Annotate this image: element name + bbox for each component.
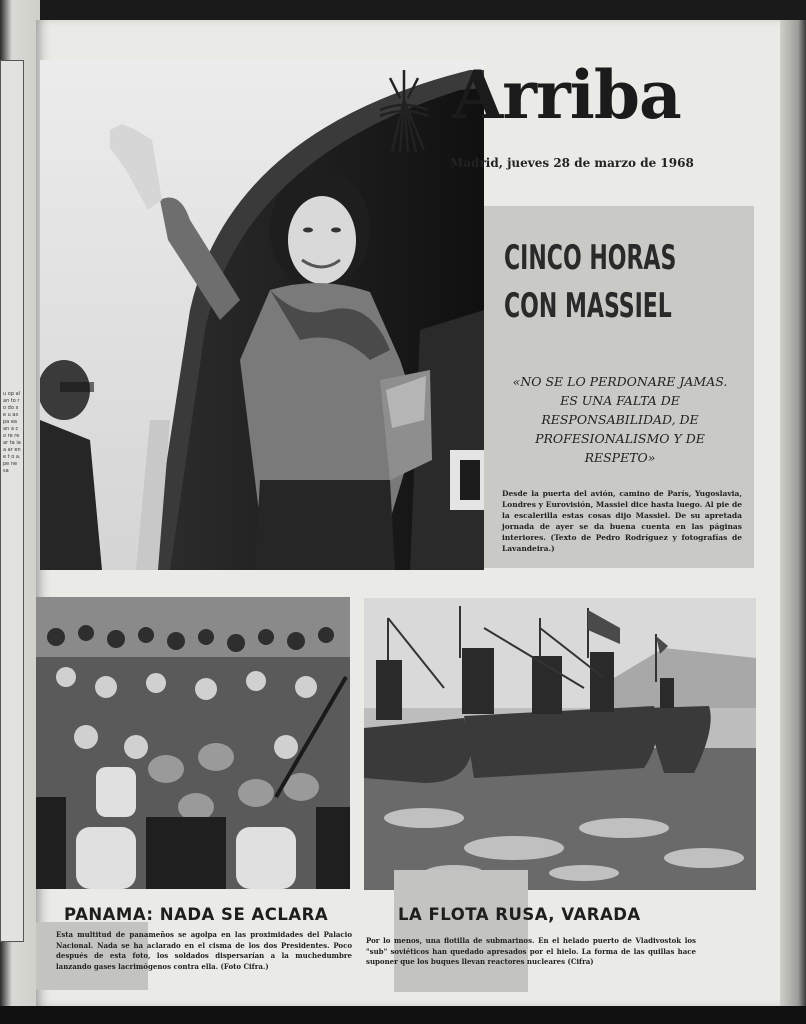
masthead-title: Arriba bbox=[452, 56, 681, 134]
lead-story-headline bbox=[504, 234, 677, 330]
lead-story-box bbox=[484, 206, 754, 568]
panama-crowd-photo bbox=[36, 597, 350, 889]
page-stack-edge bbox=[780, 20, 806, 1010]
caption-shade-right bbox=[394, 870, 528, 992]
lead-story-quote: «NO SE LO PERDONARE JAMAS. ES UNA FALTA DE RESPONSABILIDAD, DE PROFESIONALISMO Y DE RESPETO» bbox=[512, 374, 728, 465]
lead-story-body: Desde la puerta del avión, camino de París, Yugoslavia, Londres y Eurovisión, Massiel dice hasta luego. Al pie de la escalerilla estas cosas dijo Massiel. De su apretada jornada de ayer se da buena cuenta en las páginas interiores. (Texto de Pedro Rodríguez y fotografías de Lavandeira.) bbox=[502, 489, 742, 553]
yoke-arrows-emblem-icon bbox=[372, 70, 436, 156]
soviet-fleet-headline: LA FLOTA RUSA, VARADA bbox=[398, 905, 641, 924]
headline-line-2: CON MASSIEL bbox=[504, 286, 672, 326]
previous-page-text-fragment: u op al an to ro do xe u as pa ea an a co re re ar ta ia a ar en e t o a. pe ne sa bbox=[3, 391, 21, 474]
panama-headline: PANAMA: NADA SE ACLARA bbox=[64, 905, 329, 924]
panama-caption: Esta multitud de panameños se agolpa en las proximidades del Palacio Nacional. Nada se ha aclarado en el cisma de los dos Presidentes. Poco después de esta foto, los soldados dispersarían a la muchedumbre lanzando gases lacrimógenos contra ella. (Foto Cifra.) bbox=[56, 930, 352, 971]
soviet-submarines-photo bbox=[364, 598, 756, 890]
scan-bottom-edge bbox=[0, 1006, 806, 1024]
soviet-fleet-caption: Por lo menos, una flotilla de submarinos. En el helado puerto de Vladivostok los "sub" soviéticos han quedado apresados por el hielo. La forma de las quillas hace suponer que los buques llevan reactores nucleares (Cifra) bbox=[366, 936, 696, 966]
headline-line-1: CINCO HORAS bbox=[504, 238, 677, 278]
masthead-date: Madrid, jueves 28 de marzo de 1968 bbox=[450, 156, 694, 170]
previous-page-edge bbox=[0, 60, 24, 942]
